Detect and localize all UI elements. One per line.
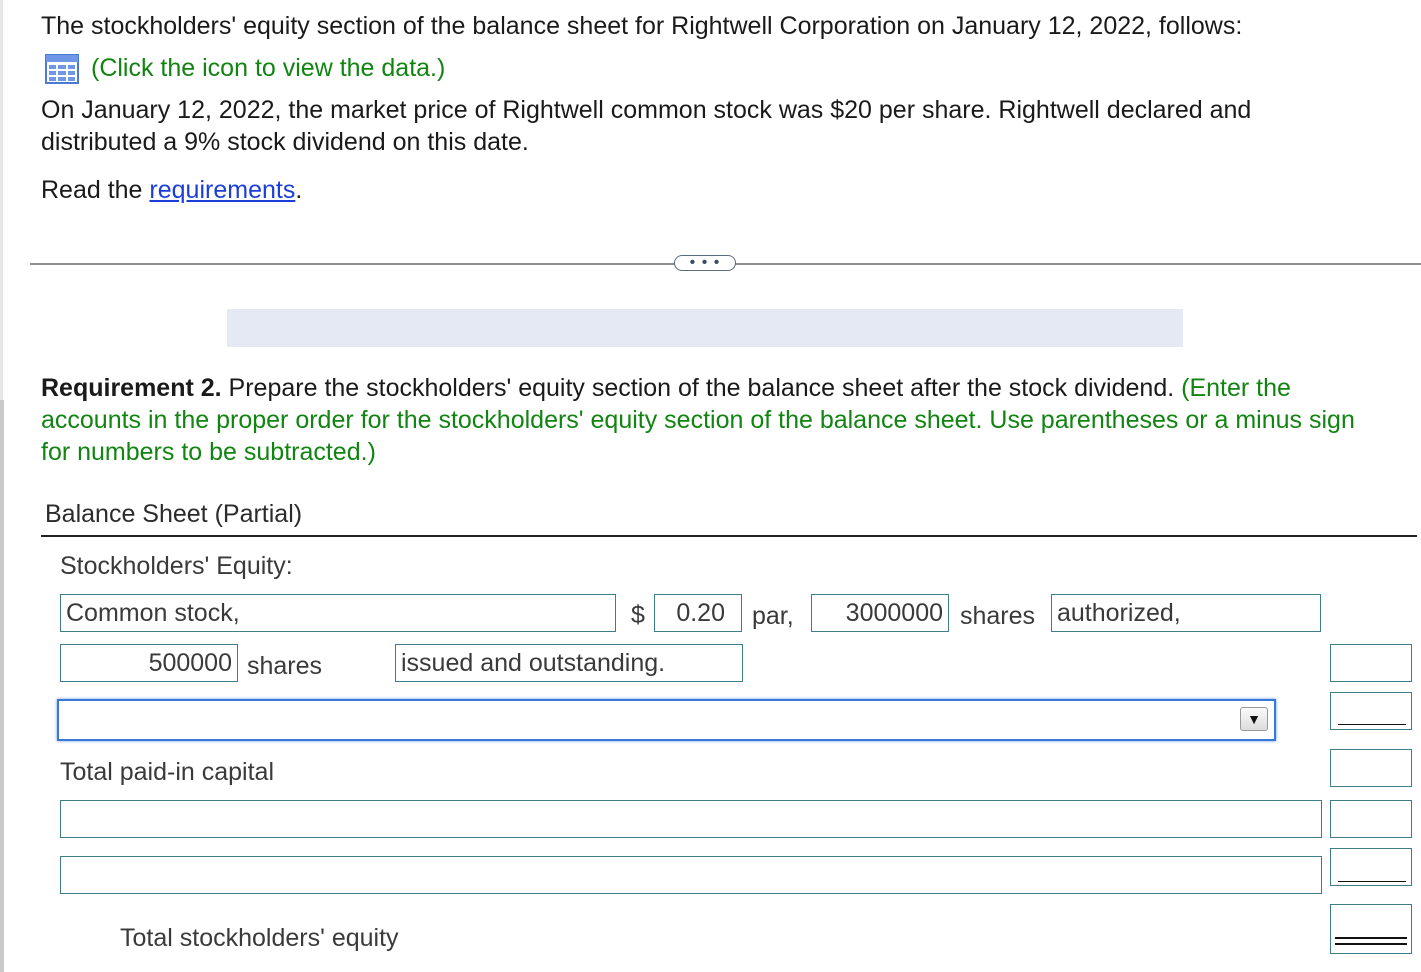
requirement-line1 (41, 372, 1291, 404)
left-scroll-edge (0, 400, 4, 972)
view-data-link[interactable]: (Click the icon to view the data.) (91, 54, 446, 82)
total-stockholders-equity-amount[interactable] (1330, 904, 1412, 954)
intro-line: The stockholders' equity section of the balance sheet for Rightwell Corporation on January 12, 2022, follows: (41, 12, 1243, 40)
authorized-text-field[interactable]: authorized, (1051, 594, 1321, 632)
issued-outstanding-field[interactable]: issued and outstanding. (395, 644, 743, 682)
read-requirements-line (41, 174, 302, 206)
issued-shares-field[interactable]: 500000 (60, 644, 238, 682)
read-suffix: . (295, 176, 303, 204)
single-underline-2 (1338, 881, 1406, 882)
double-underline (1335, 937, 1407, 945)
data-table-icon[interactable] (45, 54, 79, 84)
requirement-hint-2: accounts in the proper order for the stockholders' equity section of the balance sheet. Use parentheses or a minus sign (41, 406, 1355, 434)
read-prefix: Read the (41, 176, 150, 204)
dollar-sign: $ (631, 601, 645, 629)
balance-sheet-rule (41, 535, 1417, 537)
single-underline (1338, 724, 1406, 725)
requirement-hint-3: for numbers to be subtracted.) (41, 438, 376, 466)
left-edge-strip (0, 0, 3, 400)
intro-paragraph-line2: distributed a 9% stock dividend on this date. (41, 128, 529, 156)
common-stock-account-field[interactable]: Common stock, (60, 594, 616, 632)
par-label: par, (752, 602, 794, 630)
amount-field-5[interactable] (1330, 800, 1412, 838)
account-field-5[interactable] (60, 800, 1322, 838)
balance-sheet-title: Balance Sheet (Partial) (45, 500, 303, 528)
requirements-link[interactable]: requirements (149, 176, 296, 204)
requirement-text: Prepare the stockholders' equity section of the balance sheet after the stock dividend. (221, 374, 1182, 402)
requirement-label: Requirement 2. (41, 374, 222, 402)
requirement-hint-1: (Enter the (1181, 374, 1291, 402)
stockholders-equity-label: Stockholders' Equity: (60, 552, 293, 580)
total-stockholders-equity-label: Total stockholders' equity (120, 924, 399, 952)
common-stock-amount-field[interactable] (1330, 644, 1412, 682)
shares-label-authorized: shares (960, 602, 1036, 630)
highlight-band (227, 309, 1183, 347)
intro-paragraph-line1: On January 12, 2022, the market price of Rightwell common stock was $20 per share. Rightwell declared and (41, 96, 1252, 124)
chevron-down-icon[interactable]: ▼ (1240, 707, 1268, 731)
account-dropdown[interactable] (57, 699, 1276, 741)
more-options-button[interactable]: • • • (674, 255, 736, 271)
total-paid-in-capital-amount[interactable] (1330, 749, 1412, 787)
shares-label-issued: shares (247, 652, 323, 680)
authorized-shares-field[interactable]: 3000000 (811, 594, 949, 632)
total-paid-in-capital-label: Total paid-in capital (60, 758, 275, 786)
account-field-6[interactable] (60, 856, 1322, 894)
par-value-field[interactable]: 0.20 (654, 594, 742, 632)
